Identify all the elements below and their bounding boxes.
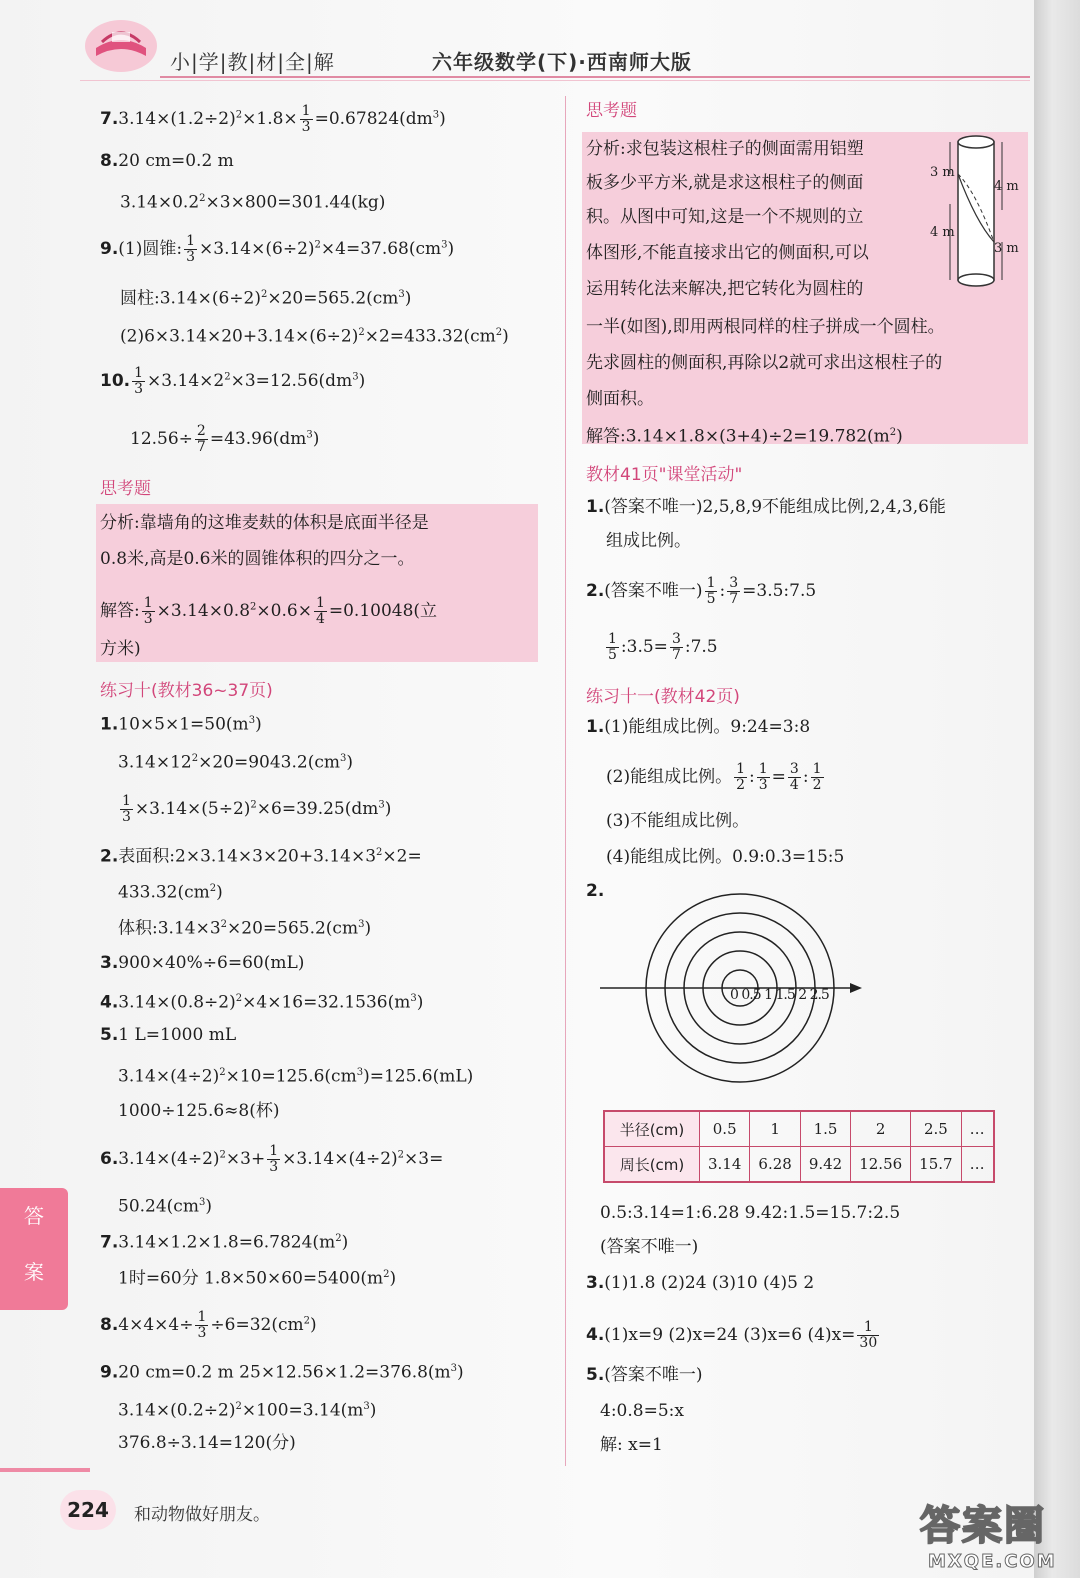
- right-think-line2: 板多少平方米,就是求这根柱子的侧面: [586, 173, 864, 193]
- ex11-q2-ratio: 0.5:3.14=1:6.28 9.42:1.5=15.7:2.5: [600, 1203, 901, 1223]
- ex11-q5-c: 解: x=1: [600, 1435, 663, 1455]
- ex11-q1-b: (2)能组成比例。 $\frac{1}{2}$ : $\frac{1}{3}$ = $\frac{3}{4}$ : $\frac{1}{2}$: [606, 761, 822, 793]
- table-cell: 9.42: [800, 1147, 850, 1183]
- right-think-line1: 分析:求包装这根柱子的侧面需用铝塑: [586, 139, 864, 159]
- left-think-answer: 解答: $\frac{1}{3}$ $\times 3.14\times 0.8^2\times 0.6\times$ $\frac{1}{4}$ =0.10048(立: [100, 595, 438, 627]
- ex11-q3: 3.(1)1.8 (2)24 (3)10 (4)5 2: [586, 1273, 815, 1293]
- exercise-10-heading: 练习十(教材36~37页): [100, 681, 273, 701]
- table-cell: 0.5: [700, 1111, 750, 1147]
- ex11-q1: 1.(1)能组成比例。9:24=3:8: [586, 717, 811, 737]
- ex10-q8: 8.4×4×4÷ $\frac{1}{3}$ $\div 6=32(cm^2)$: [100, 1309, 317, 1341]
- right-think-line5: 运用转化法来解决,把它转化为圆柱的: [586, 279, 864, 299]
- side-tab-char: 案: [24, 1260, 44, 1284]
- watermark-main: 答案圈: [920, 1503, 1046, 1549]
- pillar-label-top-left: 3 m: [930, 165, 955, 180]
- ex10-q9: 9.20 cm=0.2 m $25\times 12.56\times 1.2=376.8(m^3)$: [100, 1362, 464, 1383]
- ex10-q5-b: $3.14\times(4\div 2)^2\times 10=125.6(cm^3)=125.6(mL)$: [118, 1066, 474, 1087]
- page-number: 224: [60, 1490, 116, 1530]
- answer-side-tab: [0, 1188, 68, 1310]
- ex11-q5: 5.(答案不唯一): [586, 1365, 703, 1385]
- column-divider: [565, 96, 566, 1466]
- right-think-line4: 体图形,不能直接求出它的侧面积,可以: [586, 243, 869, 263]
- radius-circumference-table: [603, 1110, 995, 1183]
- left-q8: 8.20 cm=0.2 m: [100, 151, 234, 171]
- ex10-q2-c: 体积$:3.14\times 3^2\times 20=565.2(cm^3)$: [118, 918, 372, 939]
- activity-heading: 教材41页"课堂活动": [586, 465, 743, 485]
- ex10-q7: $7.3.14\times 1.2\times 1.8=6.7824(m^2)$: [100, 1232, 349, 1253]
- ex10-q1-c: $\frac{1}{3}$ $\times 3.14\times(5\div 2)^2\times 6=39.25(dm^3)$: [122, 793, 392, 825]
- table-cell: 3.14: [700, 1147, 750, 1183]
- left-think-line4: 方米): [100, 639, 141, 659]
- ex11-q2: 2.: [586, 881, 605, 901]
- side-tab-char: 答: [24, 1204, 44, 1228]
- table-cell: 12.56: [851, 1147, 911, 1183]
- activity-q1: 1.(答案不唯一)2,5,8,9不能组成比例,2,4,3,6能: [586, 497, 946, 517]
- pillar-label-bottom-right: 3 m: [994, 241, 1019, 256]
- ex10-q9-b: $3.14\times(0.2\div 2)^2\times 100=3.14(m^3)$: [118, 1400, 377, 1421]
- ex10-q6: $6.3.14\times(4\div 2)^2\times 3+$ $\frac{1}{3}$ $\times 3.14\times(4\div 2)^2\times 3=$: [100, 1143, 444, 1175]
- table-cell: 6.28: [750, 1147, 800, 1183]
- watermark: [920, 1494, 1057, 1572]
- table-row: [604, 1147, 994, 1183]
- table-cell: 2.5: [911, 1111, 961, 1147]
- table-cell: 1.5: [800, 1111, 850, 1147]
- left-think-heading: 思考题: [100, 479, 151, 499]
- ex10-q2-b: $433.32(cm^2)$: [118, 882, 223, 903]
- exercise-11-heading: 练习十一(教材42页): [586, 687, 740, 707]
- right-think-line7: 先求圆柱的侧面积,再除以2就可求出这根柱子的: [586, 353, 943, 373]
- page-edge: [1034, 0, 1080, 1578]
- book-title: 六年级数学(下)·西南师大版: [432, 50, 692, 74]
- ex10-q7-b: 1时=60分 $1.8\times 50\times 60=5400(m^2)$: [118, 1268, 397, 1289]
- watermark-sub: MXQE.COM: [928, 1551, 1057, 1572]
- left-think-line1: 分析:靠墙角的这堆麦麸的体积是底面半径是: [100, 513, 429, 533]
- book-logo-icon: [82, 14, 160, 74]
- ex11-q5-b: 4:0.8=5:x: [600, 1401, 684, 1421]
- ex10-q6-b: $50.24(cm^3)$: [118, 1196, 212, 1217]
- ex10-q2: 2.表面积$:2\times 3.14\times 3\times 20+3.14\times 3^2\times 2=$: [100, 846, 422, 867]
- ex10-q5: 5.1 L=1000 mL: [100, 1025, 237, 1045]
- ex11-q1-c: (3)不能组成比例。: [606, 811, 750, 831]
- header-rule: [160, 76, 1030, 78]
- right-think-answer: 解答$:3.14\times 1.8\times(3+4)\div 2=19.782(m^2)$: [586, 426, 903, 447]
- ex10-q9-c: 376.8÷3.14=120(分): [118, 1433, 296, 1453]
- ex11-q1-d: (4)能组成比例。0.9:0.3=15:5: [606, 847, 845, 867]
- left-q9-part2: $(2)6\times 3.14\times 20+3.14\times(6\div 2)^2\times 2=433.32(cm^2)$: [120, 326, 509, 347]
- table-row: [604, 1111, 994, 1147]
- table-cell: 15.7: [911, 1147, 961, 1183]
- table-cell: …: [961, 1111, 994, 1147]
- pillar-diagram: [928, 132, 1024, 292]
- ex11-q2-note: (答案不唯一): [600, 1237, 699, 1257]
- table-cell: 半径(cm): [604, 1111, 700, 1147]
- table-cell: 2: [851, 1111, 911, 1147]
- pillar-label-bottom-left: 4 m: [930, 225, 955, 240]
- footer-rule: [0, 1468, 90, 1472]
- ex10-q1: $1.10\times 5\times 1=50(m^3)$: [100, 714, 262, 735]
- ex11-q4: 4.(1)x=9 (2)x=24 (3)x=6 (4)x= $\frac{1}{30}$: [586, 1319, 878, 1351]
- table-cell: …: [961, 1147, 994, 1183]
- ex10-q3: 3.900×40%÷6=60(mL): [100, 953, 305, 973]
- ex10-q4: $4.3.14\times(0.8\div 2)^2\times 4\times 16=32.1536(m^3)$: [100, 992, 424, 1013]
- left-q8-calc: $3.14\times 0.2^2\times 3\times 800=301.44(kg)$: [120, 192, 386, 213]
- ex10-q5-c: 1000÷125.6≈8(杯): [118, 1101, 280, 1121]
- left-think-line2: 0.8米,高是0.6米的圆锥体积的四分之一。: [100, 549, 415, 569]
- left-q9-cylinder: 圆柱$:3.14\times(6\div 2)^2\times 20=565.2(cm^3)$: [120, 288, 412, 309]
- table-cell: 1: [750, 1111, 800, 1147]
- series-title: 小|学|教|材|全|解: [170, 50, 335, 74]
- right-think-line3: 积。从图中可知,这是一个不规则的立: [586, 207, 864, 227]
- activity-q1-b: 组成比例。: [606, 531, 691, 551]
- left-q9: 9.(1)圆锥: $\frac{1}{3}$ $\times 3.14\times(6\div 2)^2\times 4=37.68(cm^3)$: [100, 233, 455, 265]
- footer-slogan: 和动物做好朋友。: [134, 1505, 270, 1525]
- pillar-label-top-right: 4 m: [994, 179, 1019, 194]
- right-think-line8: 侧面积。: [586, 389, 654, 409]
- table-cell: 周长(cm): [604, 1147, 700, 1183]
- header-rule-thin: [80, 80, 1030, 81]
- left-q10-calc: 12.56÷ $\frac{2}{7}$ $=43.96(dm^3)$: [130, 423, 320, 455]
- axis-labels: 0 0.5 1 1.5 2 2.5: [730, 987, 829, 1003]
- ex10-q1-b: $3.14\times 12^2\times 20=9043.2(cm^3)$: [118, 752, 354, 773]
- left-q7: $7.3.14\times(1.2\div 2)^2\times 1.8\times$ $\frac{1}{3}$ $=0.67824(dm^3)$: [100, 103, 446, 135]
- activity-q2: 2.(答案不唯一) $\frac{1}{5}$ : $\frac{3}{7}$ =3.5:7.5: [586, 575, 817, 607]
- right-think-line6: 一半(如图),即用两根同样的柱子拼成一个圆柱。: [586, 317, 945, 337]
- activity-q2-b: $\frac{1}{5}$ :3.5= $\frac{3}{7}$ :7.5: [608, 631, 718, 663]
- left-q10: 10. $\frac{1}{3}$ $\times 3.14\times 2^2\times 3=12.56(dm^3)$: [100, 365, 366, 397]
- right-think-heading: 思考题: [586, 101, 637, 121]
